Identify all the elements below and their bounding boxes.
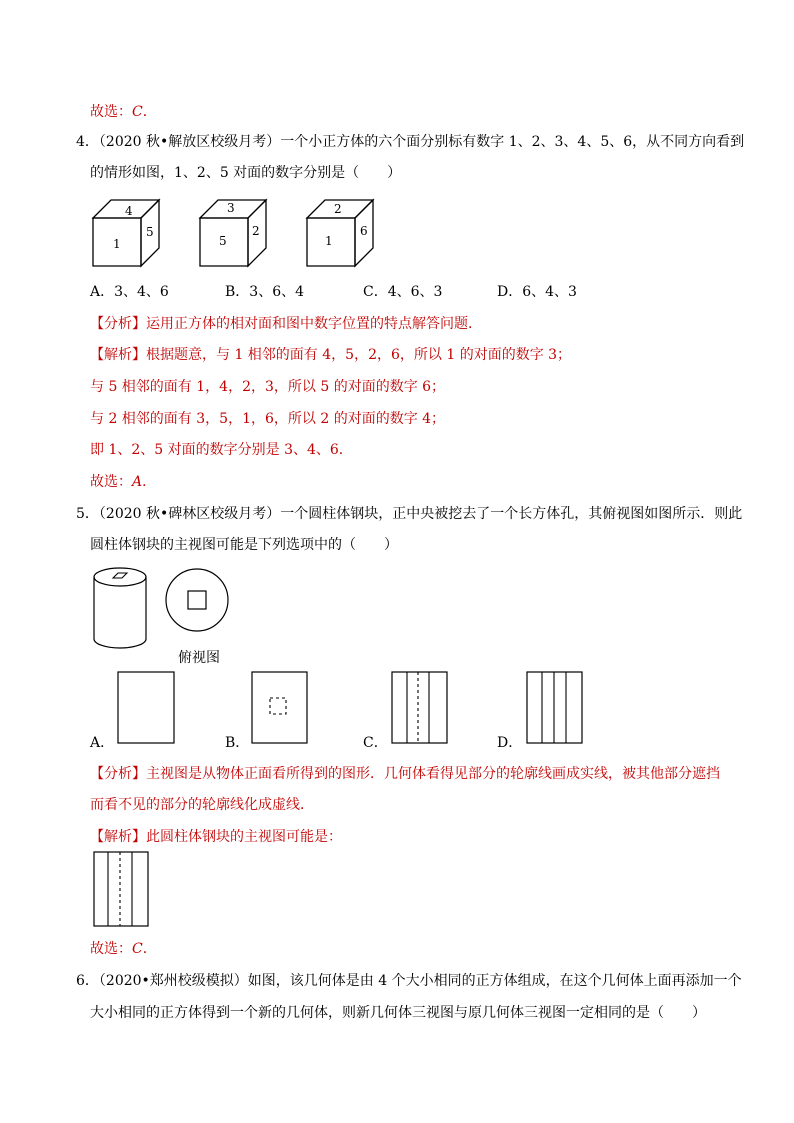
q4-option-a[interactable]: A．3、4、6 bbox=[90, 284, 169, 300]
q6-text-line2: 大小相同的正方体得到一个新的几何体，则新几何体三视图与原几何体三视图一定相同的是（ ） bbox=[90, 1005, 706, 1021]
cube3-side-number: 6 bbox=[360, 224, 368, 238]
cube2-side-number: 2 bbox=[252, 224, 260, 238]
answer-suffix: ． bbox=[142, 941, 157, 957]
q5-option-d-figure[interactable] bbox=[526, 671, 586, 746]
cube1-front-number: 1 bbox=[113, 237, 121, 251]
analysis-tag: 【分析】 bbox=[90, 316, 146, 332]
cube1-top-number: 4 bbox=[125, 204, 133, 218]
cube1-side-number: 5 bbox=[146, 225, 154, 239]
q5-solution-figure bbox=[93, 851, 153, 931]
q5-answer-line bbox=[90, 940, 157, 958]
q5-option-a-label[interactable]: A． bbox=[90, 735, 115, 751]
q4-cube-figure-2 bbox=[200, 198, 280, 273]
q4-option-b[interactable]: B．3、6、4 bbox=[225, 284, 305, 300]
q5-option-d-label[interactable]: D． bbox=[497, 735, 523, 751]
answer-letter: A bbox=[132, 474, 143, 490]
analysis-text: 主视图是从物体正面看所得到的图形．几何体看得见部分的轮廓线画成实线，被其他部分遮挡 bbox=[146, 766, 720, 782]
q4-cube-figure-1 bbox=[93, 198, 173, 273]
q5-text-line1: 5．（2020 秋•碑林区校级月考）一个圆柱体钢块，正中央被挖去了一个长方体孔，其俯视图如图所示．则此 bbox=[76, 506, 743, 522]
analysis-text: 运用正方体的相对面和图中数字位置的特点解答问题． bbox=[146, 316, 482, 332]
q5-option-c-label[interactable]: C． bbox=[363, 735, 388, 751]
solution-text: 根据题意，与 1 相邻的面有 4，5，2，6，所以 1 的对面的数字 3； bbox=[146, 347, 572, 363]
q5-option-b-figure[interactable] bbox=[251, 671, 311, 746]
answer-suffix: ． bbox=[142, 104, 157, 120]
q4-text-line2: 的情形如图，1、2、5 对面的数字分别是（ ） bbox=[90, 165, 402, 181]
q4-answer-line bbox=[90, 473, 156, 491]
q4-solution-line4: 即 1、2、5 对面的数字分别是 3、4、6． bbox=[90, 442, 353, 458]
answer-letter: C bbox=[132, 941, 143, 957]
cube3-top-number: 2 bbox=[334, 202, 342, 216]
analysis-tag: 【分析】 bbox=[90, 766, 146, 782]
answer-prefix: 故选： bbox=[90, 474, 132, 490]
q4-solution-line3: 与 2 相邻的面有 3，5，1，6，所以 2 的对面的数字 4； bbox=[90, 411, 446, 427]
q5-analysis-line1 bbox=[90, 765, 720, 783]
q4-solution-line2: 与 5 相邻的面有 1，4，2，3，所以 5 的对面的数字 6； bbox=[90, 379, 446, 395]
q5-option-c-figure[interactable] bbox=[391, 671, 451, 746]
top-view-label: 俯视图 bbox=[178, 650, 220, 666]
answer-suffix: ． bbox=[142, 474, 157, 490]
q4-analysis bbox=[90, 315, 482, 333]
q4-option-d[interactable]: D．6、4、3 bbox=[497, 284, 577, 300]
q4-text-line1: 4．（2020 秋•解放区校级月考）一个小正方体的六个面分别标有数字 1、2、3、4、5、6，从不同方向看到 bbox=[76, 134, 745, 150]
q4-solution-line1 bbox=[90, 346, 571, 364]
prev-answer-line bbox=[90, 103, 157, 121]
q5-top-view-figure bbox=[163, 566, 233, 636]
solution-text: 此圆柱体钢块的主视图可能是： bbox=[146, 829, 342, 845]
q5-option-b-label[interactable]: B． bbox=[225, 735, 250, 751]
q5-text-line2: 圆柱体钢块的主视图可能是下列选项中的（ ） bbox=[90, 537, 398, 553]
answer-letter: C bbox=[132, 104, 143, 120]
q4-option-c[interactable]: C．4、6、3 bbox=[363, 284, 443, 300]
cube2-top-number: 3 bbox=[227, 201, 235, 215]
q6-text-line1: 6．（2020•郑州校级模拟）如图，该几何体是由 4 个大小相同的正方体组成，在这个几何体上面再添加一个 bbox=[76, 973, 742, 989]
solution-tag: 【解析】 bbox=[90, 347, 146, 363]
answer-prefix: 故选： bbox=[90, 104, 132, 120]
solution-tag: 【解析】 bbox=[90, 829, 146, 845]
answer-prefix: 故选： bbox=[90, 941, 132, 957]
cube3-front-number: 1 bbox=[325, 234, 333, 248]
q5-option-a-figure[interactable] bbox=[117, 671, 177, 746]
q5-analysis-line2: 而看不见的部分的轮廓线化成虚线． bbox=[90, 797, 314, 813]
q5-solution bbox=[90, 828, 342, 846]
q5-cylinder-figure bbox=[92, 565, 152, 655]
cube2-front-number: 5 bbox=[219, 234, 227, 248]
q4-cube-figure-3 bbox=[307, 198, 387, 273]
